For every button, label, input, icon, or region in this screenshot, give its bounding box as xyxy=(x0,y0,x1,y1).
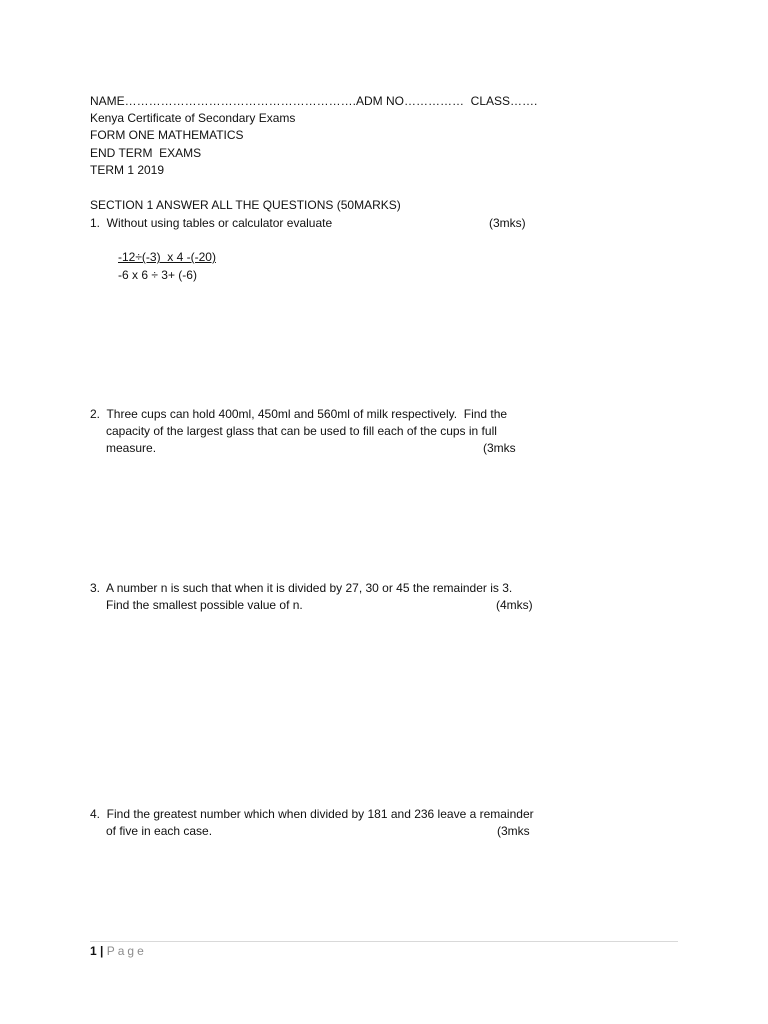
question-4-line-1: 4. Find the greatest number which when divided by 181 and 236 leave a remainder xyxy=(90,807,534,821)
question-2-line-2: capacity of the largest glass that can be used to fill each of the cups in full xyxy=(106,424,497,438)
question-4-line-2: of five in each case. xyxy=(106,824,213,838)
question-1-marks: (3mks) xyxy=(489,216,526,230)
page-separator: | xyxy=(100,944,104,958)
footer-divider xyxy=(90,941,678,942)
question-3-marks: (4mks) xyxy=(496,598,533,612)
question-3-line-2: Find the smallest possible value of n. xyxy=(106,598,303,612)
question-2-marks: (3mks xyxy=(483,441,516,455)
exam-type-title: END TERM EXAMS xyxy=(90,146,202,160)
subject-title: FORM ONE MATHEMATICS xyxy=(90,128,244,142)
page-footer xyxy=(90,943,147,960)
question-1-text: 1. Without using tables or calculator evaluate xyxy=(90,216,333,230)
question-1-denominator: -6 x 6 ÷ 3+ (-6) xyxy=(118,268,197,282)
question-4-marks: (3mks xyxy=(497,824,530,838)
page-number: 1 xyxy=(90,944,97,958)
question-1-numerator: -12÷(-3) x 4 -(-20) xyxy=(118,250,216,264)
section-title: SECTION 1 ANSWER ALL THE QUESTIONS (50MARKS) xyxy=(90,198,401,212)
question-3-line-1: 3. A number n is such that when it is divided by 27, 30 or 45 the remainder is 3. xyxy=(90,581,513,595)
name-adm-class-line: NAME………………………………………………….ADM NO…………… CLASS……. xyxy=(90,94,538,108)
question-2-line-3: measure. xyxy=(106,441,157,455)
question-2-line-1: 2. Three cups can hold 400ml, 450ml and 560ml of milk respectively. Find the xyxy=(90,407,508,421)
exam-body-title: Kenya Certificate of Secondary Exams xyxy=(90,111,296,125)
page-label: Page xyxy=(106,944,147,958)
term-title: TERM 1 2019 xyxy=(90,163,165,177)
